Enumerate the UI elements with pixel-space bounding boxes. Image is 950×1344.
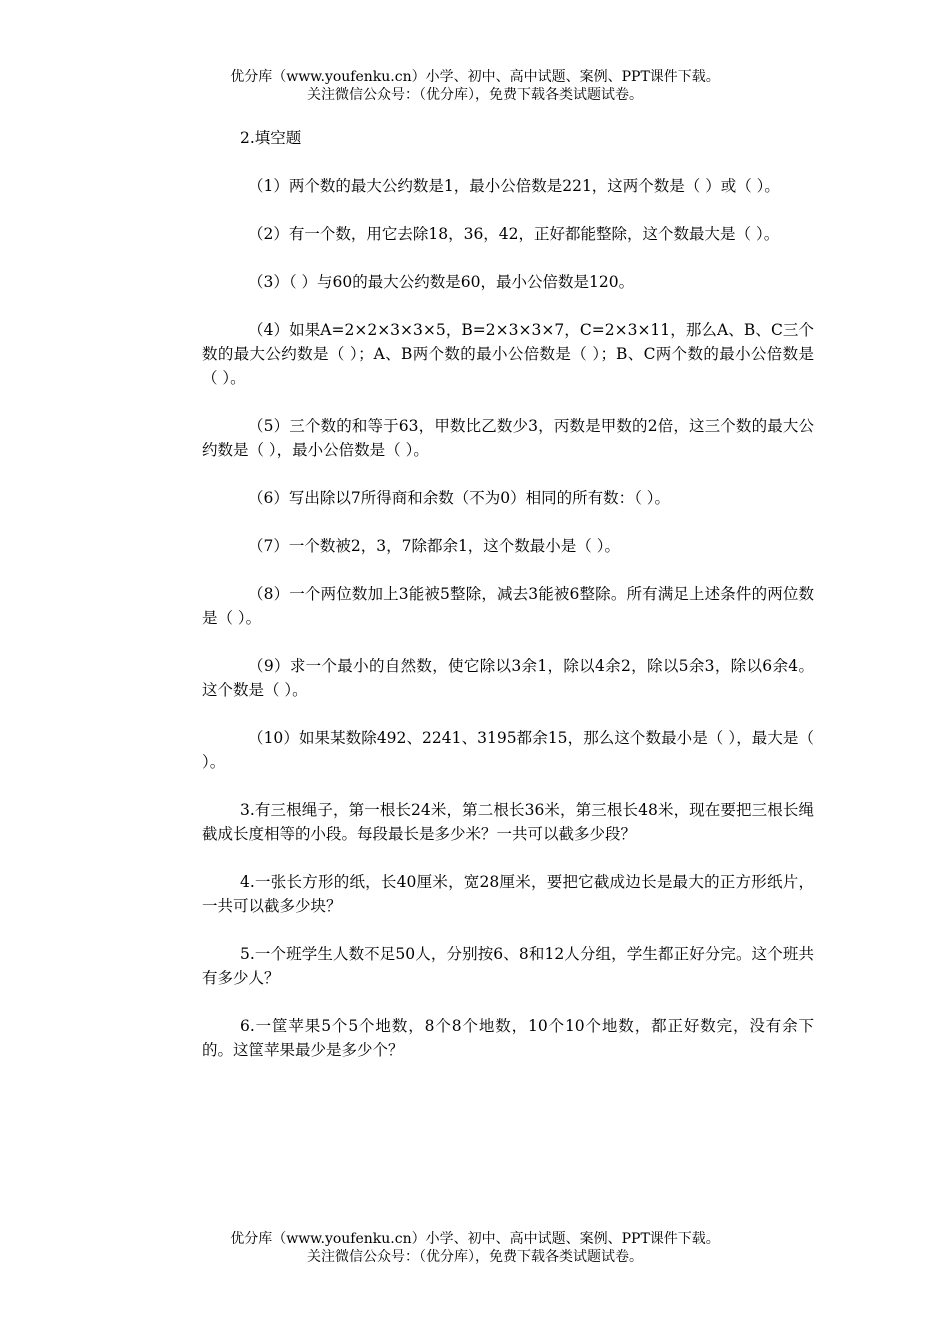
fill-blank-item-10: （10）如果某数除492、2241、3195都余15，那么这个数最小是（ ），最大是（ ）。: [202, 729, 814, 771]
page-header: [0, 68, 950, 104]
fill-blank-item-5: （5）三个数的和等于63，甲数比乙数少3，丙数是甲数的2倍，这三个数的最大公约数是（ ），最小公倍数是（ ）。: [202, 417, 814, 459]
header-line-2: 关注微信公众号：（优分库），免费下载各类试题试卷。: [307, 87, 643, 103]
page-footer: [0, 1230, 950, 1266]
footer-line-1: 优分库（www.youfenku.cn）小学、初中、高中试题、案例、PPT课件下载。: [230, 1231, 720, 1247]
fill-blank-item-3: （3）（ ）与60的最大公约数是60，最小公倍数是120。: [248, 273, 635, 291]
fill-blank-item-7: （7）一个数被2，3，7除都余1，这个数最小是（ ）。: [248, 537, 620, 555]
fill-blank-item-4: （4）如果A=2×2×3×3×5，B=2×3×3×7，C=2×3×11，那么A、B、C三个数的最大公约数是（ ）；A、B两个数的最小公倍数是（ ）；B、C两个数的最小公倍数是（ ）。: [202, 321, 814, 387]
question-4: 4.一张长方形的纸，长40厘米，宽28厘米，要把它截成边长是最大的正方形纸片，一共可以截多少块？: [202, 873, 814, 915]
section-title: 2.填空题: [240, 129, 302, 147]
footer-line-2: 关注微信公众号：（优分库），免费下载各类试题试卷。: [307, 1249, 643, 1265]
fill-blank-item-1: （1）两个数的最大公约数是1，最小公倍数是221，这两个数是（ ）或（ ）。: [248, 177, 780, 195]
question-5: 5.一个班学生人数不足50人，分别按6、8和12人分组，学生都正好分完。这个班共有多少人？: [202, 945, 814, 987]
fill-blank-item-9: （9）求一个最小的自然数，使它除以3余1，除以4余2，除以5余3，除以6余4。这个数是（ ）。: [202, 657, 814, 699]
document-body: [202, 126, 814, 1086]
header-line-1: 优分库（www.youfenku.cn）小学、初中、高中试题、案例、PPT课件下载。: [230, 69, 720, 85]
question-3: 3.有三根绳子，第一根长24米，第二根长36米，第三根长48米，现在要把三根长绳截成长度相等的小段。每段最长是多少米？一共可以截多少段？: [202, 801, 814, 843]
fill-blank-item-2: （2）有一个数，用它去除18，36，42，正好都能整除，这个数最大是（ ）。: [248, 225, 780, 243]
fill-blank-item-6: （6）写出除以7所得商和余数（不为0）相同的所有数：（ ）。: [248, 489, 671, 507]
question-6: 6.一筐苹果5个5个地数，8个8个地数，10个10个地数，都正好数完，没有余下的。这筐苹果最少是多少个？: [202, 1017, 814, 1059]
fill-blank-item-8: （8）一个两位数加上3能被5整除，减去3能被6整除。所有满足上述条件的两位数是（ ）。: [202, 585, 814, 627]
